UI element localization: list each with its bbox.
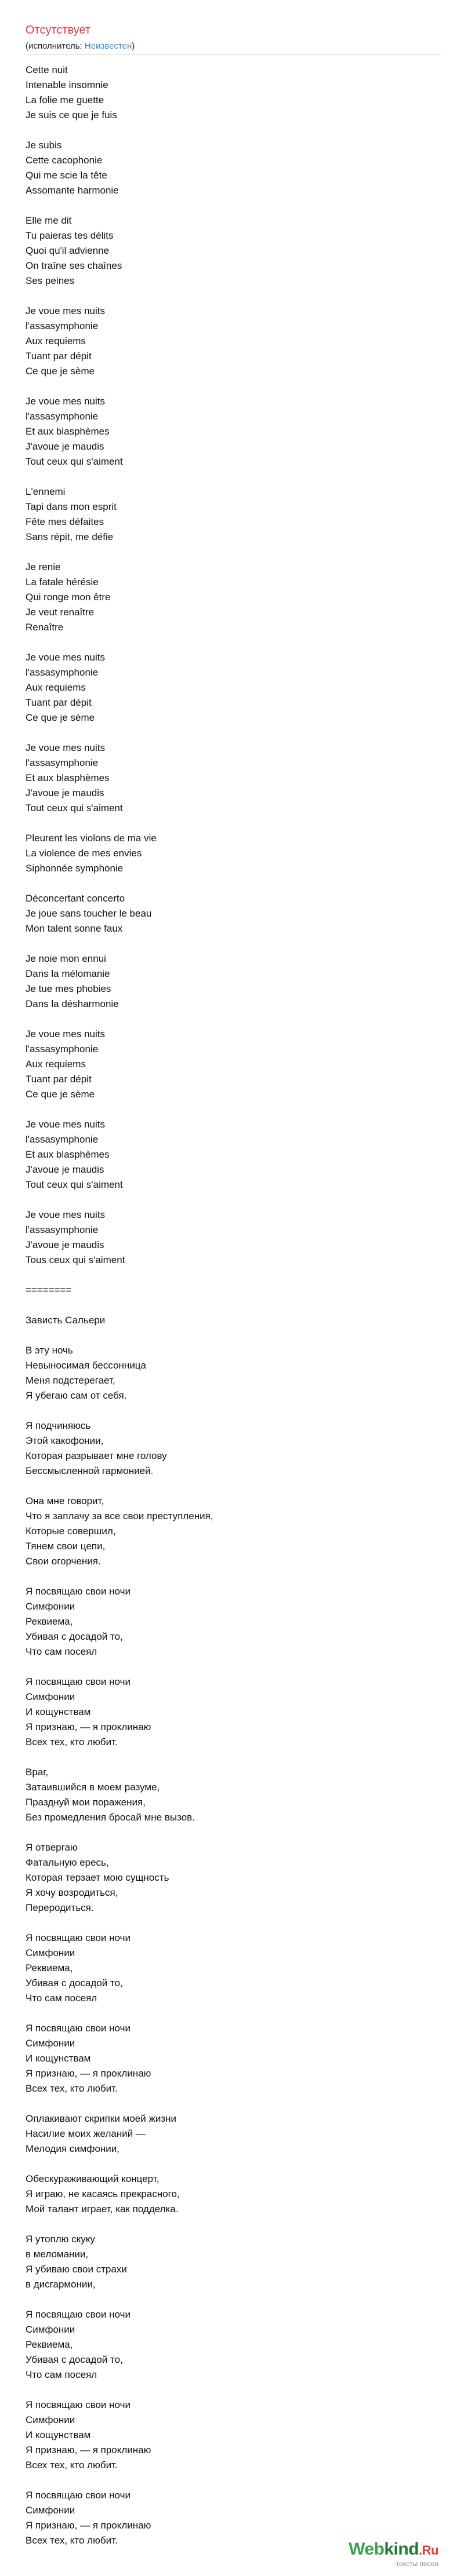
lyric-line: On traîne ses chaînes <box>26 260 122 271</box>
lyric-line: Je voue mes nuits <box>26 1209 106 1220</box>
lyric-line: Враг, <box>26 1767 49 1778</box>
lyric-line: L'ennemi <box>26 486 66 497</box>
lyric-line: Je noie mon ennui <box>26 953 106 964</box>
lyric-line: Aux requiems <box>26 682 86 693</box>
lyric-line: Меня подстерегает, <box>26 1375 115 1386</box>
lyric-line: Я играю, не касаясь прекрасного, <box>26 2188 180 2199</box>
lyric-line: ======== <box>26 1285 72 1296</box>
lyric-blank-line <box>26 469 441 484</box>
lyric-line: Симфонии <box>26 2038 75 2049</box>
lyric-line: Ses peines <box>26 275 75 286</box>
lyric-line: Tout ceux qui s'aiment <box>26 1179 123 1190</box>
lyric-line: La folie me guette <box>26 94 104 105</box>
lyric-blank-line <box>26 2157 441 2172</box>
lyric-line: Что сам посеял <box>26 2369 97 2380</box>
lyric-blank-line <box>26 1012 441 1027</box>
lyric-blank-line <box>26 1659 441 1674</box>
lyric-line: Насилие моих желаний — <box>26 2128 146 2139</box>
lyric-line: Убивая с досадой то, <box>26 1977 123 1988</box>
lyric-line: Я убегаю сам от себя. <box>26 1390 127 1401</box>
performer-suffix: ) <box>132 41 135 51</box>
lyric-line: Je voue mes nuits <box>26 305 106 316</box>
site-logo[interactable] <box>349 2540 438 2568</box>
lyric-line: Intenable insomnie <box>26 79 108 90</box>
header-divider <box>26 54 441 55</box>
lyric-line: Je voue mes nuits <box>26 652 106 663</box>
lyric-line: Что сам посеял <box>26 1646 97 1657</box>
lyric-line: Siphonnée symphonie <box>26 863 124 874</box>
lyric-blank-line <box>26 2096 441 2111</box>
lyric-blank-line <box>26 2382 441 2398</box>
lyric-line: J'avoue je maudis <box>26 1164 104 1175</box>
lyric-line: Ce que je sème <box>26 712 95 723</box>
lyric-line: Мелодия симфонии, <box>26 2143 120 2154</box>
lyric-line: Убивая с досадой то, <box>26 2354 123 2365</box>
lyric-line: Déconcertant concerto <box>26 893 125 904</box>
lyric-line: Я посвящаю свои ночи <box>26 2023 130 2034</box>
lyric-line: Dans la désharmonie <box>26 998 119 1009</box>
lyric-line: Et aux blasphèmes <box>26 1149 110 1160</box>
lyric-line: Симфонии <box>26 1601 75 1612</box>
lyric-line: Этой какофонии, <box>26 1435 104 1446</box>
lyric-line: Qui me scie la tête <box>26 170 107 181</box>
lyric-line: Реквиема, <box>26 1616 73 1627</box>
lyric-blank-line <box>26 816 441 831</box>
lyric-line: Я посвящаю свои ночи <box>26 1932 130 1943</box>
lyric-blank-line <box>26 1915 441 1931</box>
lyric-line: Симфонии <box>26 2324 75 2335</box>
lyric-blank-line <box>26 1825 441 1840</box>
lyric-line: Зависть Сальери <box>26 1315 106 1326</box>
lyric-blank-line <box>26 123 441 138</box>
lyric-line: Я утоплю скуку <box>26 2234 95 2245</box>
lyric-line: J'avoue je maudis <box>26 1239 104 1250</box>
lyric-blank-line <box>26 379 441 394</box>
lyric-line: Tu paieras tes délits <box>26 230 114 241</box>
lyric-line: J'avoue je maudis <box>26 441 104 452</box>
lyric-line: Et aux blasphèmes <box>26 426 110 437</box>
lyric-line: La fatale hérésie <box>26 577 99 588</box>
performer-prefix: (исполнитель: <box>26 41 85 51</box>
logo-web: Web <box>349 2539 385 2559</box>
lyric-line: Je voue mes nuits <box>26 396 106 407</box>
lyric-line: Я признаю, — я проклинаю <box>26 2068 151 2079</box>
lyric-line: Я отвергаю <box>26 1842 78 1853</box>
song-title: Отсутствует <box>26 24 91 37</box>
lyric-line: Которая терзает мою сущность <box>26 1872 169 1883</box>
lyric-line: Je joue sans toucher le beau <box>26 908 152 919</box>
lyric-line: Симфонии <box>26 2505 75 2516</box>
lyric-line: Я хочу возродиться, <box>26 1887 118 1898</box>
lyric-line: l'assasymphonie <box>26 757 99 768</box>
lyric-line: Sans répit, me défie <box>26 531 114 542</box>
lyric-line: Tout ceux qui s'aiment <box>26 802 123 813</box>
lyric-line: Я посвящаю свои ночи <box>26 2490 130 2501</box>
lyric-line: l'assasymphonie <box>26 1134 99 1145</box>
logo-wordmark <box>349 2540 438 2560</box>
lyric-line: Невыносимая бессонница <box>26 1360 147 1371</box>
lyric-blank-line <box>26 2217 441 2232</box>
lyric-line: Je voue mes nuits <box>26 1028 106 1039</box>
lyric-line: Всех тех, кто любит. <box>26 2083 118 2094</box>
lyric-line: Я посвящаю свои ночи <box>26 1676 130 1687</box>
lyric-blank-line <box>26 1102 441 1117</box>
lyric-line: Затаившийся в моем разуме, <box>26 1782 160 1793</box>
lyric-line: Я убиваю свои страхи <box>26 2264 127 2275</box>
lyric-line: Tout ceux qui s'aiment <box>26 456 123 467</box>
lyric-blank-line <box>26 1328 441 1343</box>
lyric-line: Fête mes défaites <box>26 516 104 527</box>
performer-line <box>26 41 135 52</box>
lyric-line: Mon talent sonne faux <box>26 923 123 934</box>
lyric-blank-line <box>26 2006 441 2021</box>
lyric-line: Тянем свои цепи, <box>26 1541 106 1552</box>
lyric-line: Которая разрывает мне голову <box>26 1450 167 1461</box>
lyric-blank-line <box>26 1403 441 1418</box>
lyric-blank-line <box>26 2473 441 2488</box>
lyric-line: Убивая с досадой то, <box>26 1631 123 1642</box>
logo-kind: kind <box>384 2539 419 2559</box>
lyric-line: Оплакивают скрипки моей жизни <box>26 2113 177 2124</box>
lyric-line: Бессмысленной гармонией. <box>26 1465 154 1476</box>
lyric-line: Aux requiems <box>26 1059 86 1070</box>
lyric-line: Обескураживающий концерт, <box>26 2173 160 2184</box>
lyric-blank-line <box>26 635 441 650</box>
lyric-blank-line <box>26 198 441 213</box>
lyric-line: Je veut renaître <box>26 607 95 618</box>
lyric-line: Aux requiems <box>26 335 86 346</box>
lyric-line: Всех тех, кто любит. <box>26 2460 118 2471</box>
lyric-line: Tuant par dépit <box>26 697 92 708</box>
lyric-line: Et aux blasphèmes <box>26 772 110 783</box>
lyric-blank-line <box>26 725 441 740</box>
lyric-line: Je tue mes phobies <box>26 983 111 994</box>
lyric-line: Фатальную ересь, <box>26 1857 109 1868</box>
lyric-line: В эту ночь <box>26 1345 73 1356</box>
lyric-blank-line <box>26 936 441 951</box>
lyric-line: l'assasymphonie <box>26 1224 99 1235</box>
lyric-line: Я подчиняюсь <box>26 1420 91 1431</box>
lyric-line: Я признаю, — я проклинаю <box>26 1721 151 1732</box>
lyric-line: l'assasymphonie <box>26 1043 99 1055</box>
lyric-line: Dans la mélomanie <box>26 968 110 979</box>
lyric-blank-line <box>26 1750 441 1765</box>
lyric-line: Je voue mes nuits <box>26 1119 106 1130</box>
lyric-line: Свои огорчения. <box>26 1556 101 1567</box>
lyric-line: Я посвящаю свои ночи <box>26 2399 130 2410</box>
lyric-line: Что сам посеял <box>26 1993 97 2004</box>
lyric-line: И кощунствам <box>26 1706 91 1717</box>
lyric-line: Симфонии <box>26 1691 75 1702</box>
lyric-line: в дисгармонии, <box>26 2279 96 2290</box>
lyric-line: Переродиться. <box>26 1902 94 1913</box>
lyric-line: Je subis <box>26 140 62 151</box>
lyric-line: Tapi dans mon esprit <box>26 501 117 512</box>
lyric-line: И кощунствам <box>26 2429 91 2440</box>
lyric-line: Что я заплачу за все свои преступления, <box>26 1510 213 1521</box>
lyric-line: Она мне говорит, <box>26 1495 104 1506</box>
lyric-line: в меломании, <box>26 2249 89 2260</box>
lyric-line: Симфонии <box>26 2414 75 2425</box>
lyric-line: Реквиема, <box>26 2339 73 2350</box>
lyric-line: l'assasymphonie <box>26 411 99 422</box>
lyric-line: La violence de mes envies <box>26 848 142 859</box>
lyric-line: Всех тех, кто любит. <box>26 2535 118 2546</box>
lyric-line: Je voue mes nuits <box>26 742 106 753</box>
lyric-blank-line <box>26 1192 441 1207</box>
lyric-blank-line <box>26 545 441 560</box>
lyrics-body <box>26 63 441 2548</box>
lyric-line: Реквиема, <box>26 1962 73 1973</box>
lyric-line: Празднуй мои поражения, <box>26 1797 146 1808</box>
lyric-line: Quoi qu'il advienne <box>26 245 110 256</box>
lyric-line: Я посвящаю свои ночи <box>26 2309 130 2320</box>
lyric-line: l'assasymphonie <box>26 667 99 678</box>
lyric-blank-line <box>26 1268 441 1283</box>
lyric-line: Я посвящаю свои ночи <box>26 1586 130 1597</box>
logo-tld: .Ru <box>419 2543 438 2557</box>
lyric-line: Qui ronge mon être <box>26 592 111 603</box>
lyric-line: Cette nuit <box>26 64 68 75</box>
lyric-line: Cette cacophonie <box>26 155 103 166</box>
lyric-blank-line <box>26 2292 441 2307</box>
lyric-line: Tous ceux qui s'aiment <box>26 1254 125 1265</box>
lyric-line: Ce que je sème <box>26 1089 95 1100</box>
performer-link[interactable]: Неизвестен <box>84 41 132 51</box>
logo-tagline: тексты песен <box>396 2560 438 2568</box>
lyric-line: И кощунствам <box>26 2053 91 2064</box>
lyric-line: Tuant par dépit <box>26 351 92 362</box>
lyric-line: Pleurent les violons de ma vie <box>26 833 157 844</box>
lyric-line: Je renie <box>26 561 61 572</box>
lyric-blank-line <box>26 876 441 891</box>
lyric-line: Je suis ce que je fuis <box>26 110 117 121</box>
lyric-line: Renaître <box>26 622 64 633</box>
lyric-line: Ce que je sème <box>26 366 95 377</box>
lyric-line: Без промедления бросай мне вызов. <box>26 1812 195 1823</box>
lyric-line: Tuant par dépit <box>26 1074 92 1085</box>
lyric-line: Elle me dit <box>26 215 72 226</box>
lyric-line: Всех тех, кто любит. <box>26 1736 118 1747</box>
lyric-line: l'assasymphonie <box>26 320 99 331</box>
lyric-line: Симфонии <box>26 1947 75 1958</box>
lyric-blank-line <box>26 1479 441 1494</box>
lyric-line: Мой талант играет, как подделка. <box>26 2203 179 2214</box>
lyric-line: J'avoue je maudis <box>26 787 104 798</box>
lyric-line: Которые совершил, <box>26 1526 116 1537</box>
lyric-blank-line <box>26 1569 441 1584</box>
lyric-blank-line <box>26 289 441 304</box>
lyric-line: Я признаю, — я проклинаю <box>26 2444 151 2455</box>
lyric-line: Я признаю, — я проклинаю <box>26 2520 151 2531</box>
lyric-line: Assomante harmonie <box>26 185 119 196</box>
lyric-blank-line <box>26 1298 441 1313</box>
